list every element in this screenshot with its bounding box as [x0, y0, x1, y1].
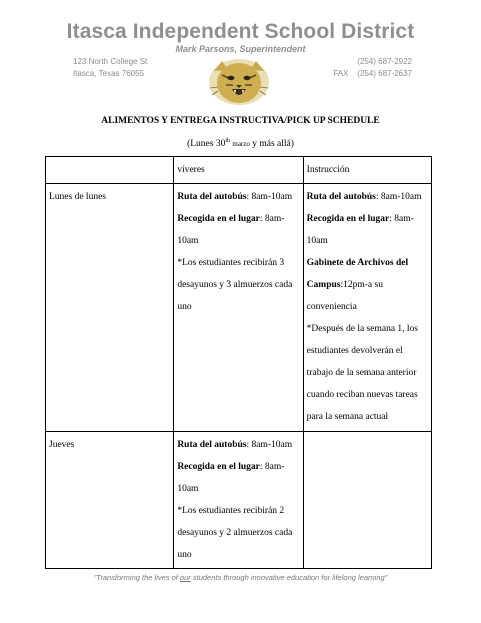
document-title: ALIMENTOS Y ENTREGA INSTRUCTIVA/PICK UP SCHEDULE	[101, 116, 380, 126]
fax-row	[333, 68, 412, 80]
header-food: víveres	[174, 157, 303, 184]
fax-label: FAX	[333, 69, 349, 78]
document-date: (Lunes 30th marzo y más allá)	[187, 138, 294, 150]
footer-motto: "Transforming the lives of our students through innovative education for lifelong learning"	[93, 573, 388, 582]
tiger-mascot-icon	[206, 57, 272, 107]
table-header-row	[46, 157, 432, 184]
schedule-table	[45, 156, 432, 569]
fax-number: (254) 687-2637	[357, 69, 412, 78]
food-cell: Ruta del autobús: 8am-10am Recogida en el lugar: 8am-10am *Los estudiantes recibirán 3 desayunos y 3 almuerzos cada uno	[174, 184, 303, 432]
address-line-2: Itasca, Texas 76055	[73, 69, 145, 78]
district-address	[73, 56, 147, 80]
table-row	[46, 432, 432, 569]
district-title: Itasca Independent School District	[66, 20, 415, 43]
instruction-cell-empty	[303, 432, 431, 569]
day-cell: Jueves	[46, 432, 174, 569]
address-line-1: 123 North College St	[73, 57, 148, 66]
superintendent-name: Mark Parsons, Superintendent	[175, 44, 306, 54]
food-cell: Ruta del autobús: 8am-10am Recogida en el lugar: 8am-10am *Los estudiantes recibirán 2 desayunos y 2 almuerzos cada uno	[174, 432, 303, 569]
header-day	[46, 157, 174, 184]
header-instruction: Instrucción	[303, 157, 431, 184]
phone-number: (254) 687-2922	[357, 57, 412, 66]
day-cell: Lunes de lunes	[46, 184, 174, 432]
district-contact	[333, 56, 412, 80]
table-row	[46, 184, 432, 432]
instruction-cell: Ruta del autobús: 8am-10am Recogida en el lugar: 8am-10am Gabinete de Archivos del Campus:12pm-a su conveniencia *Después de la semana 1, los estudiantes devolverán el trabajo de la semana anterior cuando reciban nuevas tareas para la semana actual	[303, 184, 431, 432]
